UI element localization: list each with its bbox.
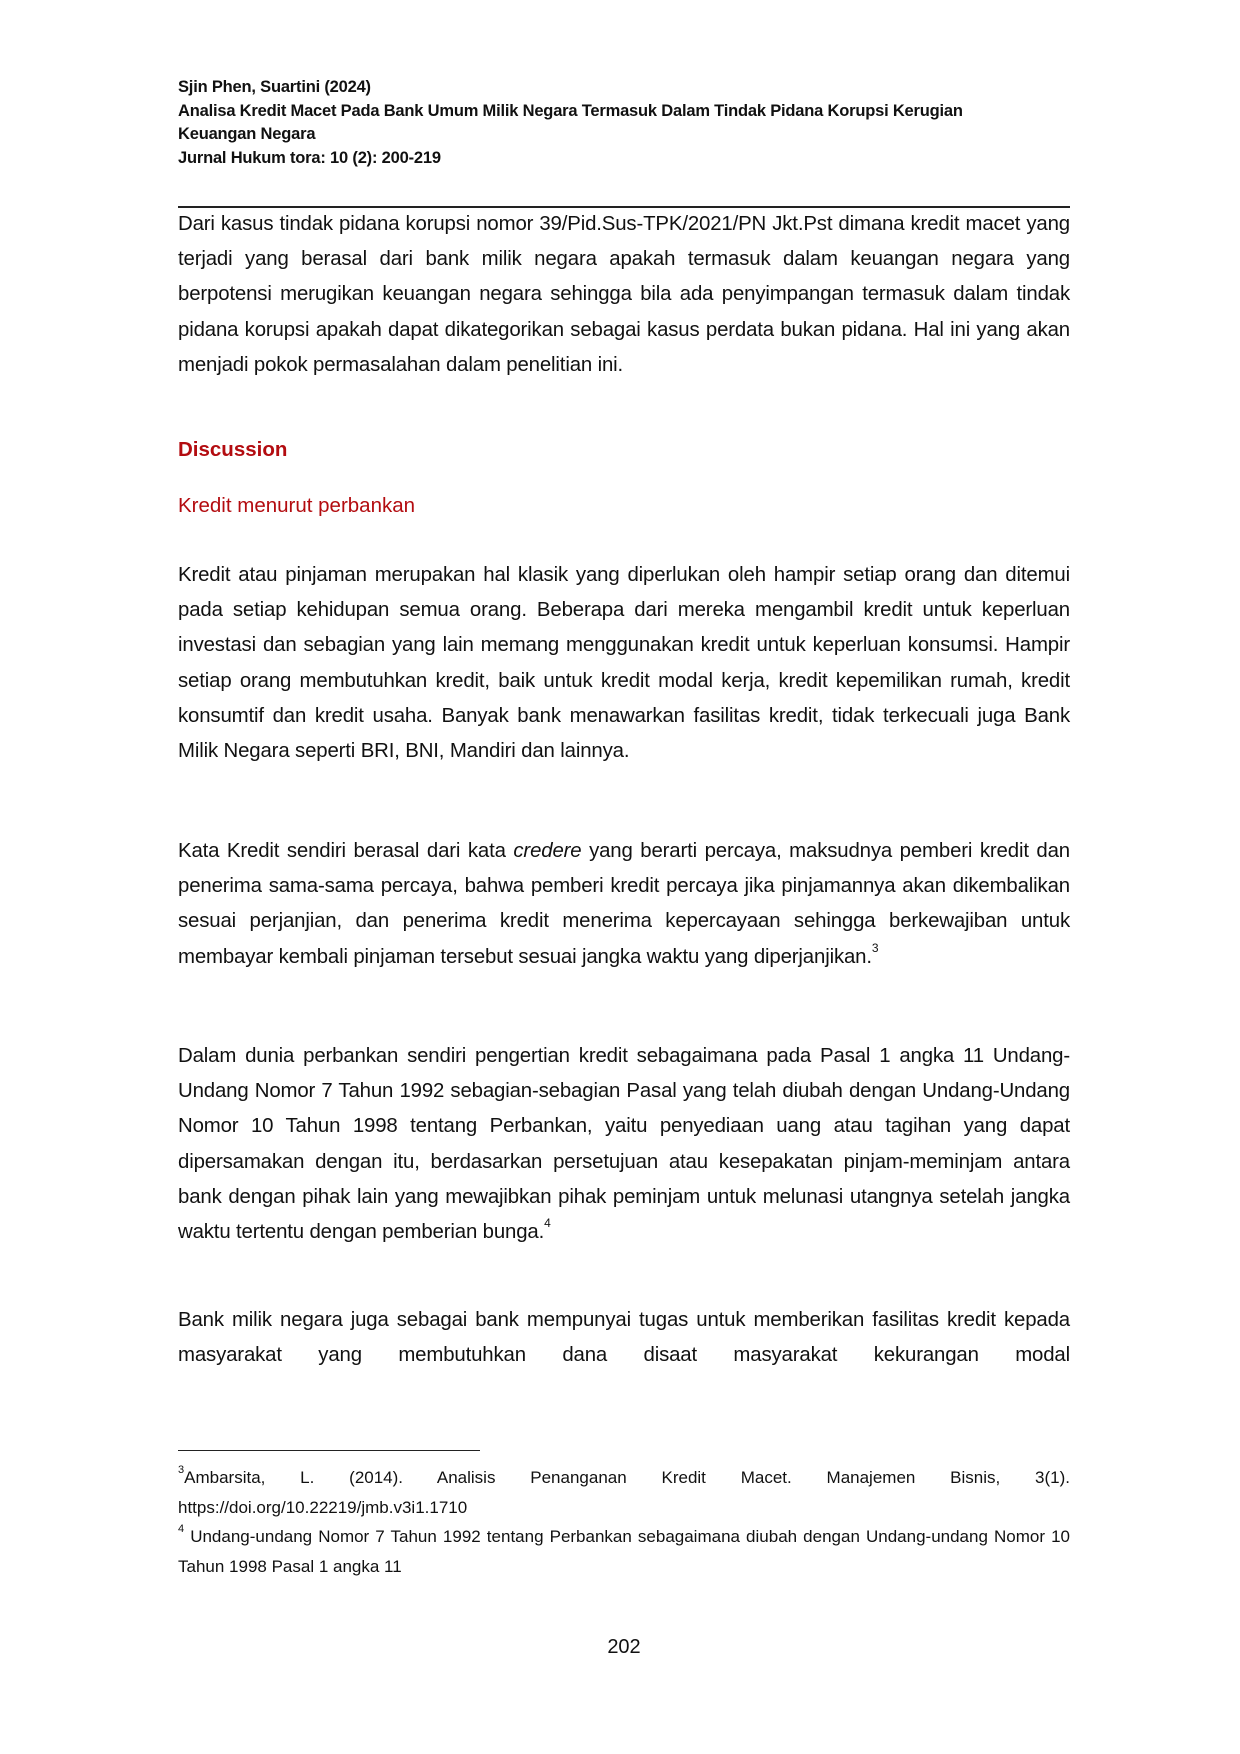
paragraph-1: Kredit atau pinjaman merupakan hal klasik yang diperlukan oleh hampir setiap orang dan ditemui pada setiap kehidupan semua orang. Beberapa dari mereka mengambil kredit untuk keperluan investasi dan sebagian yang lain memang menggunakan kredit untuk keperluan konsumsi. Hampir setiap orang membutuhkan kredit, baik untuk kredit modal kerja, kredit kepemilikan rumah, kredit konsumtif dan kredit usaha. Banyak bank menawarkan fasilitas kredit, tidak terkecuali juga Bank Milik Negara seperti BRI, BNI, Mandiri dan lainnya. [178,564,1070,763]
header-authors: Sjin Phen, Suartini (2024) [178,78,371,96]
section-subheading: Kredit menurut perbankan [178,494,416,517]
paragraph-2-text-b: yang berarti percaya, maksudnya pemberi kredit dan penerima sama-sama percaya, bahwa pemberi kredit percaya jika pinjamannya akan dikembalikan sesuai perjanjian, dan penerima kredit menerima kepercayaan sehingga berkewajiban untuk membayar kembali pinjaman tersebut sesuai jangka waktu yang diperjanjikan. [178,840,1070,968]
footnote-3 [178,1463,1070,1522]
paragraph-3 [178,1039,1070,1250]
footnote-text: Ambarsita, L. (2014). Analisis Penanganan Kredit Macet. Manajemen Bisnis, 3(1). https://doi.org/10.22219/jmb.v3i1.1710 [178,1468,1070,1517]
intro-paragraph: Dari kasus tindak pidana korupsi nomor 39/Pid.Sus-TPK/2021/PN Jkt.Pst dimana kredit macet yang terjadi yang berasal dari bank milik negara apakah termasuk dalam keuangan negara yang berpotensi merugikan keuangan negara sehingga bila ada penyimpangan termasuk dalam tindak pidana korupsi apakah dapat dikategorikan sebagai kasus perdata bukan pidana. Hal ini yang akan menjadi pokok permasalahan dalam penelitian ini. [178,213,1070,376]
header-journal: Jurnal Hukum tora: 10 (2): 200-219 [178,148,441,167]
footnote-ref-3[interactable]: 3 [871,940,879,955]
footnote-ref-4[interactable]: 4 [544,1216,551,1231]
header-title-line2: Keuangan Negara [178,125,316,143]
paragraph-2 [178,834,1070,975]
footnote-divider [178,1450,480,1451]
footnotes [178,1463,1070,1581]
paragraph-2-text-a: Kata Kredit sendiri berasal dari kata [178,840,514,862]
paragraph-3-text: Dalam dunia perbankan sendiri pengertian kredit sebagaimana pada Pasal 1 angka 11 Undang-Undang Nomor 7 Tahun 1992 sebagian-sebagian Pasal yang telah diubah dengan Undang-Undang Nomor 10 Tahun 1998 tentang Perbankan, yaitu penyediaan uang atau tagihan yang dapat dipersamakan dengan itu, berdasarkan persetujuan atau kesepakatan pinjam-meminjam antara bank dengan pihak lain yang mewajibkan pihak peminjam untuk melunasi utangnya setelah jangka waktu tertentu dengan pemberian bunga. [178,1045,1070,1244]
section-heading: Discussion [178,438,288,461]
footnote-4 [178,1522,1070,1581]
footnote-number: 4 [178,1523,185,1535]
paragraph-4: Bank milik negara juga sebagai bank mempunyai tugas untuk memberikan fasilitas kredit kepada masyarakat yang membutuhkan dana disaat masyarakat kekurangan modal [178,1309,1070,1367]
running-header [178,76,1070,170]
paragraph-2-italic-term: credere [513,840,582,862]
footnote-text: Undang-undang Nomor 7 Tahun 1992 tentang Perbankan sebagaimana diubah dengan Undang-undang Nomor 10 Tahun 1998 Pasal 1 angka 11 [178,1527,1070,1576]
footnote-number: 3 [178,1464,185,1476]
header-title-line1: Analisa Kredit Macet Pada Bank Umum Milik Negara Termasuk Dalam Tindak Pidana Korupsi Kerugian [178,101,963,120]
page-number: 202 [607,1636,641,1658]
